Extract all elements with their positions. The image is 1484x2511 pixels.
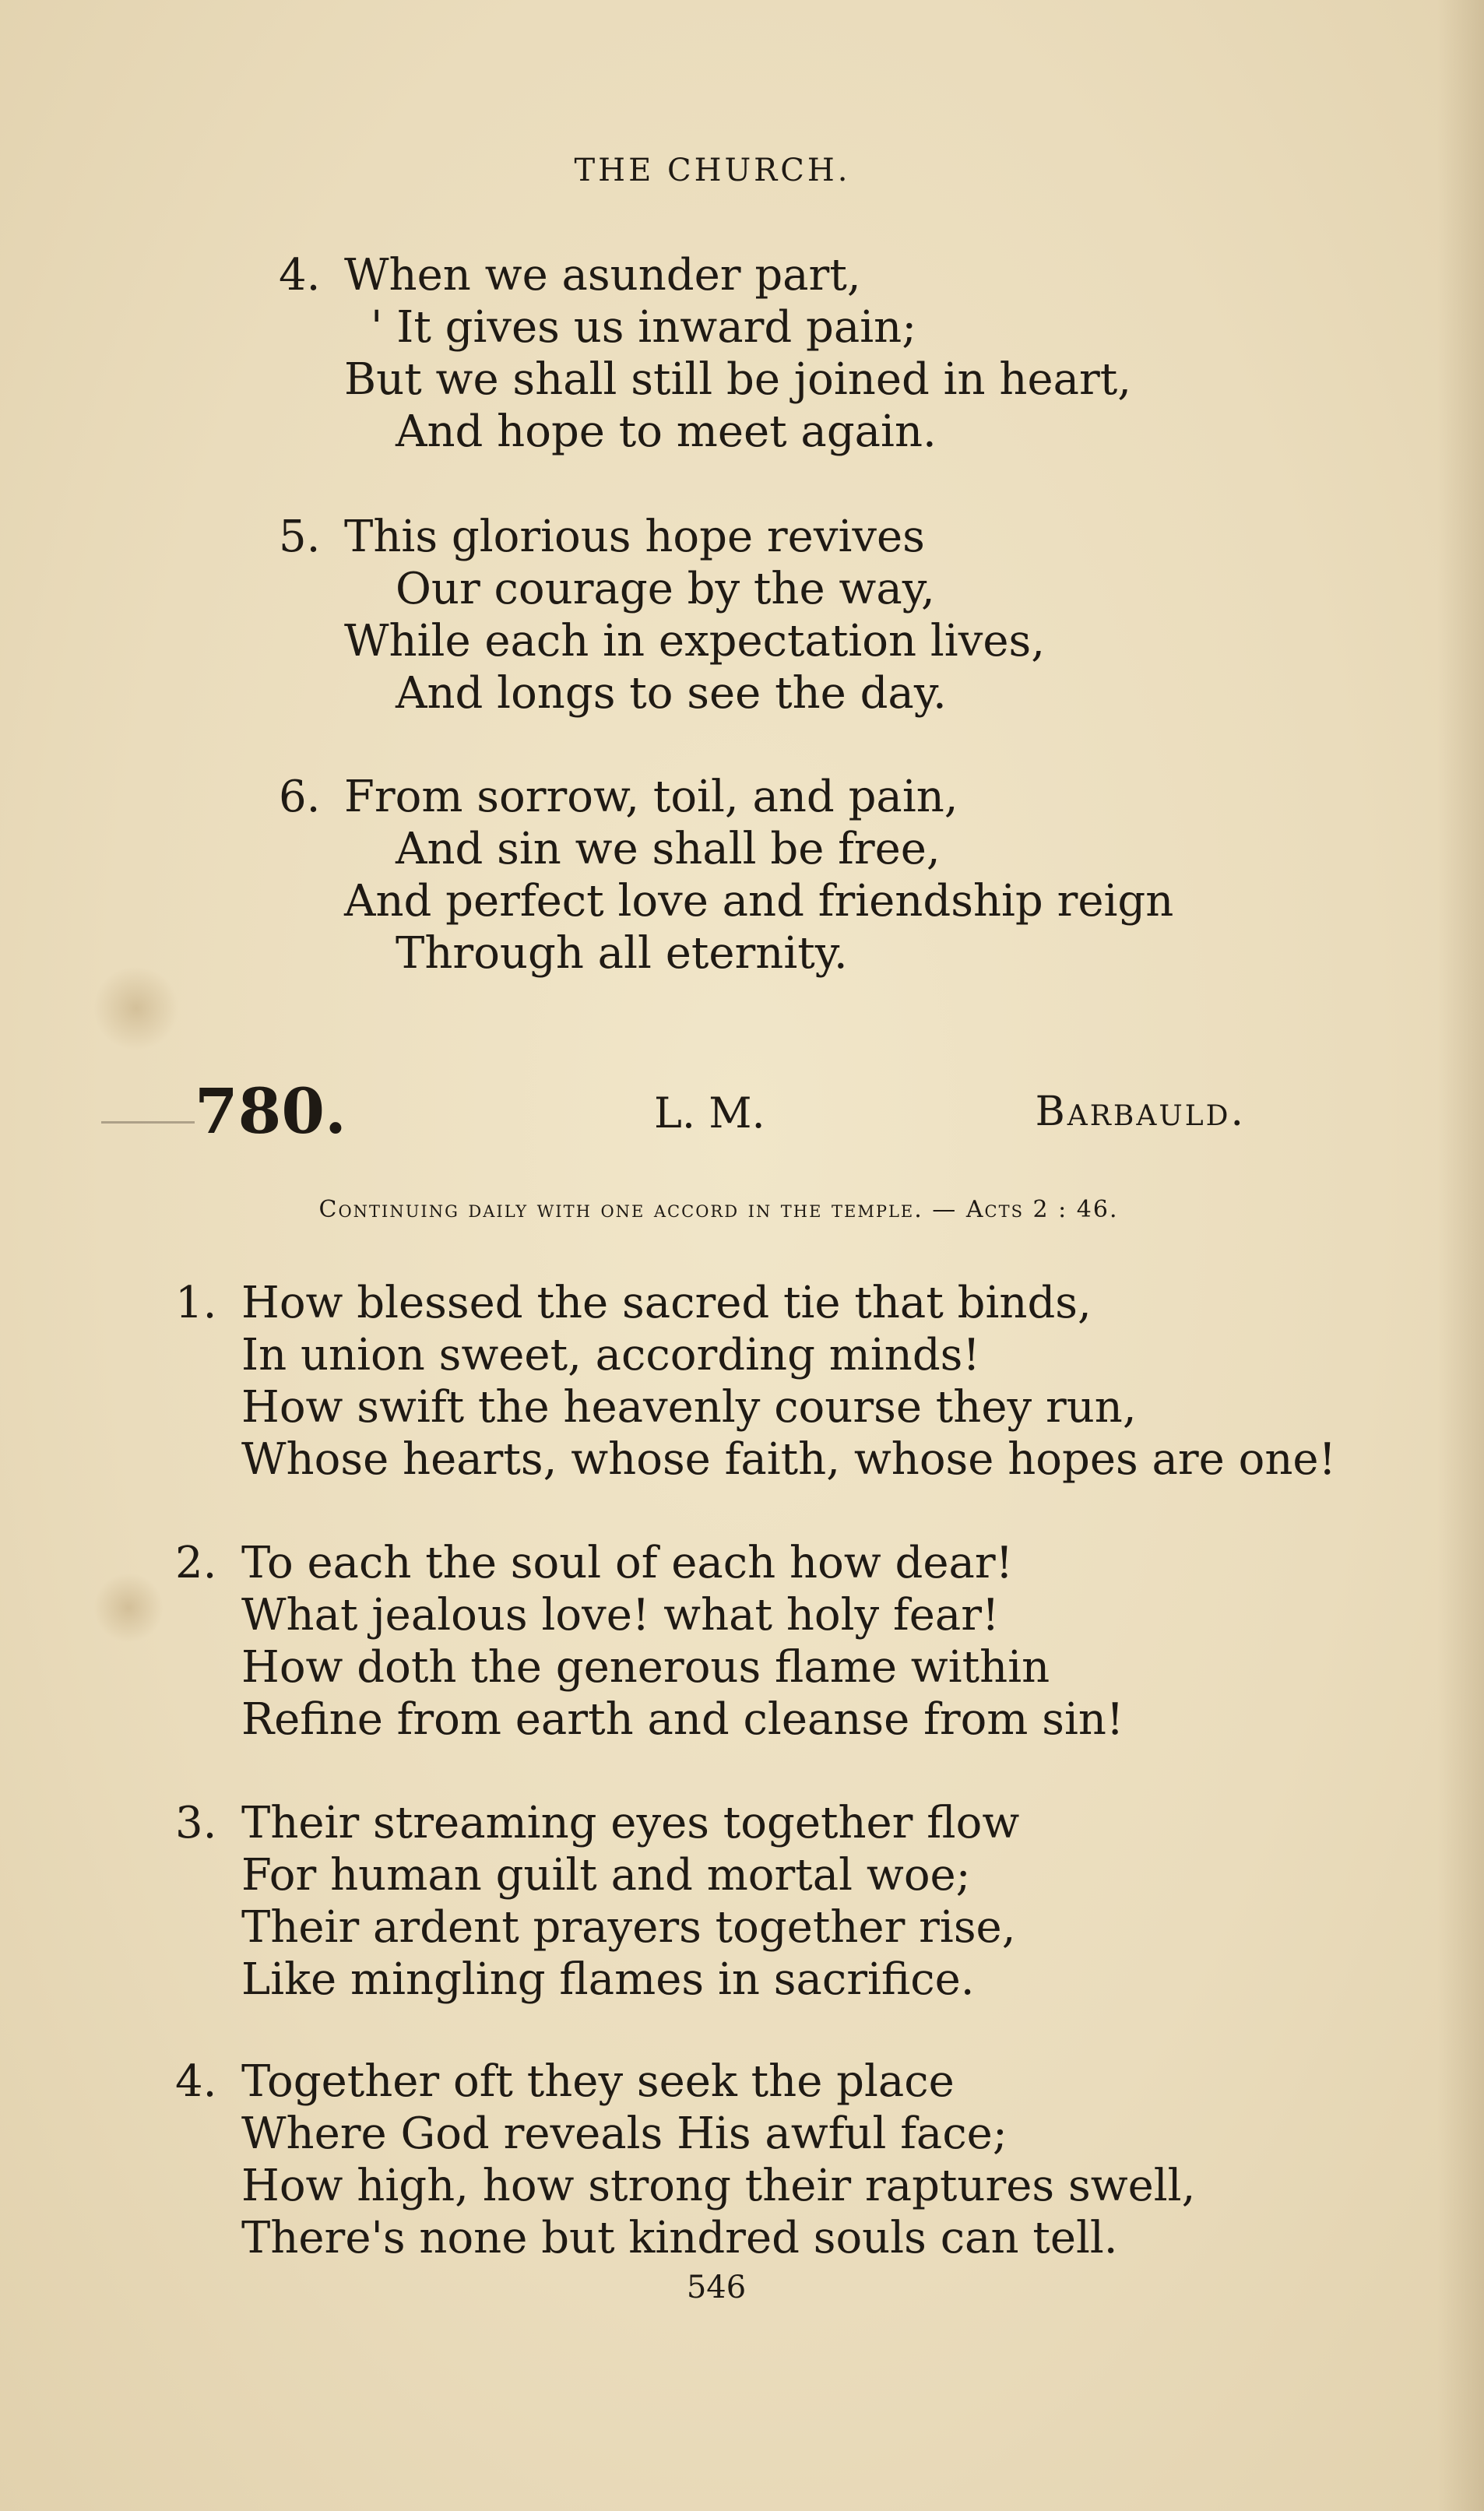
stanza-1 bbox=[175, 1277, 1336, 1486]
stanza-line: When we asunder part, bbox=[344, 250, 861, 301]
stanza-line: And perfect love and friendship reign bbox=[344, 876, 1174, 927]
stanza-prev-5 bbox=[279, 511, 1045, 719]
stanza-number: 4. bbox=[279, 250, 321, 301]
stanza-line: Together oft they seek the place bbox=[241, 2056, 955, 2107]
stanza-line: Through all eternity. bbox=[396, 928, 848, 979]
stain-mark bbox=[93, 965, 179, 1051]
stanza-line: What jealous love! what holy fear! bbox=[241, 1590, 1000, 1641]
stanza-line: This glorious hope revives bbox=[344, 512, 925, 562]
stanza-line: Whose hearts, whose faith, whose hopes are one! bbox=[241, 1434, 1337, 1485]
stain-mark bbox=[93, 1573, 164, 1643]
page-edge-shadow bbox=[1437, 0, 1484, 2511]
page-number: 546 bbox=[686, 2270, 747, 2305]
stanza-line: To each the soul of each how dear! bbox=[241, 1538, 1014, 1588]
hymn-meter: L. M. bbox=[654, 1088, 765, 1138]
stanza-line: Where God reveals His awful face; bbox=[241, 2108, 1008, 2159]
stanza-prev-6 bbox=[279, 771, 1173, 979]
stanza-line: For human guilt and mortal woe; bbox=[241, 1850, 971, 1901]
stanza-4 bbox=[175, 2056, 1195, 2264]
stanza-line: And hope to meet again. bbox=[396, 406, 937, 457]
stanza-line: ' It gives us inward pain; bbox=[371, 302, 917, 353]
scripture-heading: Continuing daily with one accord in the temple. — Acts 2 : 46. bbox=[318, 1196, 1119, 1223]
stanza-line: Like mingling flames in sacrifice. bbox=[241, 1954, 975, 2005]
stanza-line: From sorrow, toil, and pain, bbox=[344, 772, 958, 822]
stanza-number: 1. bbox=[175, 1278, 217, 1328]
stanza-number: 5. bbox=[279, 512, 321, 562]
stanza-line: How high, how strong their raptures swell, bbox=[241, 2161, 1196, 2211]
running-head: THE CHURCH. bbox=[574, 153, 851, 188]
hymn-number: 780. bbox=[195, 1074, 346, 1148]
stanza-line: There's none but kindred souls can tell. bbox=[241, 2213, 1118, 2263]
stanza-line: Their ardent prayers together rise, bbox=[241, 1902, 1016, 1953]
stanza-line: How swift the heavenly course they run, bbox=[241, 1382, 1137, 1433]
stanza-line: Refine from earth and cleanse from sin! bbox=[241, 1694, 1124, 1745]
stanza-line: Our courage by the way, bbox=[396, 564, 935, 614]
stanza-line: In union sweet, according minds! bbox=[241, 1330, 980, 1380]
stanza-prev-4 bbox=[279, 249, 1131, 458]
stanza-line: Their streaming eyes together flow bbox=[241, 1798, 1020, 1848]
stanza-number: 2. bbox=[175, 1538, 217, 1588]
stanza-3 bbox=[175, 1797, 1019, 2006]
stanza-line: And sin we shall be free, bbox=[396, 824, 941, 874]
stanza-number: 3. bbox=[175, 1798, 217, 1848]
hymn-author: Barbauld. bbox=[1035, 1088, 1246, 1135]
stanza-line: How blessed the sacred tie that binds, bbox=[241, 1278, 1092, 1328]
stanza-line: How doth the generous flame within bbox=[241, 1642, 1050, 1693]
dash-mark bbox=[101, 1121, 195, 1124]
stanza-line: And longs to see the day. bbox=[396, 668, 947, 719]
stanza-2 bbox=[175, 1537, 1124, 1746]
stanza-number: 4. bbox=[175, 2056, 217, 2107]
stanza-number: 6. bbox=[279, 772, 321, 822]
hymn-header bbox=[195, 1074, 1246, 1148]
stanza-line: But we shall still be joined in heart, bbox=[344, 354, 1132, 405]
stanza-line: While each in expectation lives, bbox=[344, 616, 1046, 666]
